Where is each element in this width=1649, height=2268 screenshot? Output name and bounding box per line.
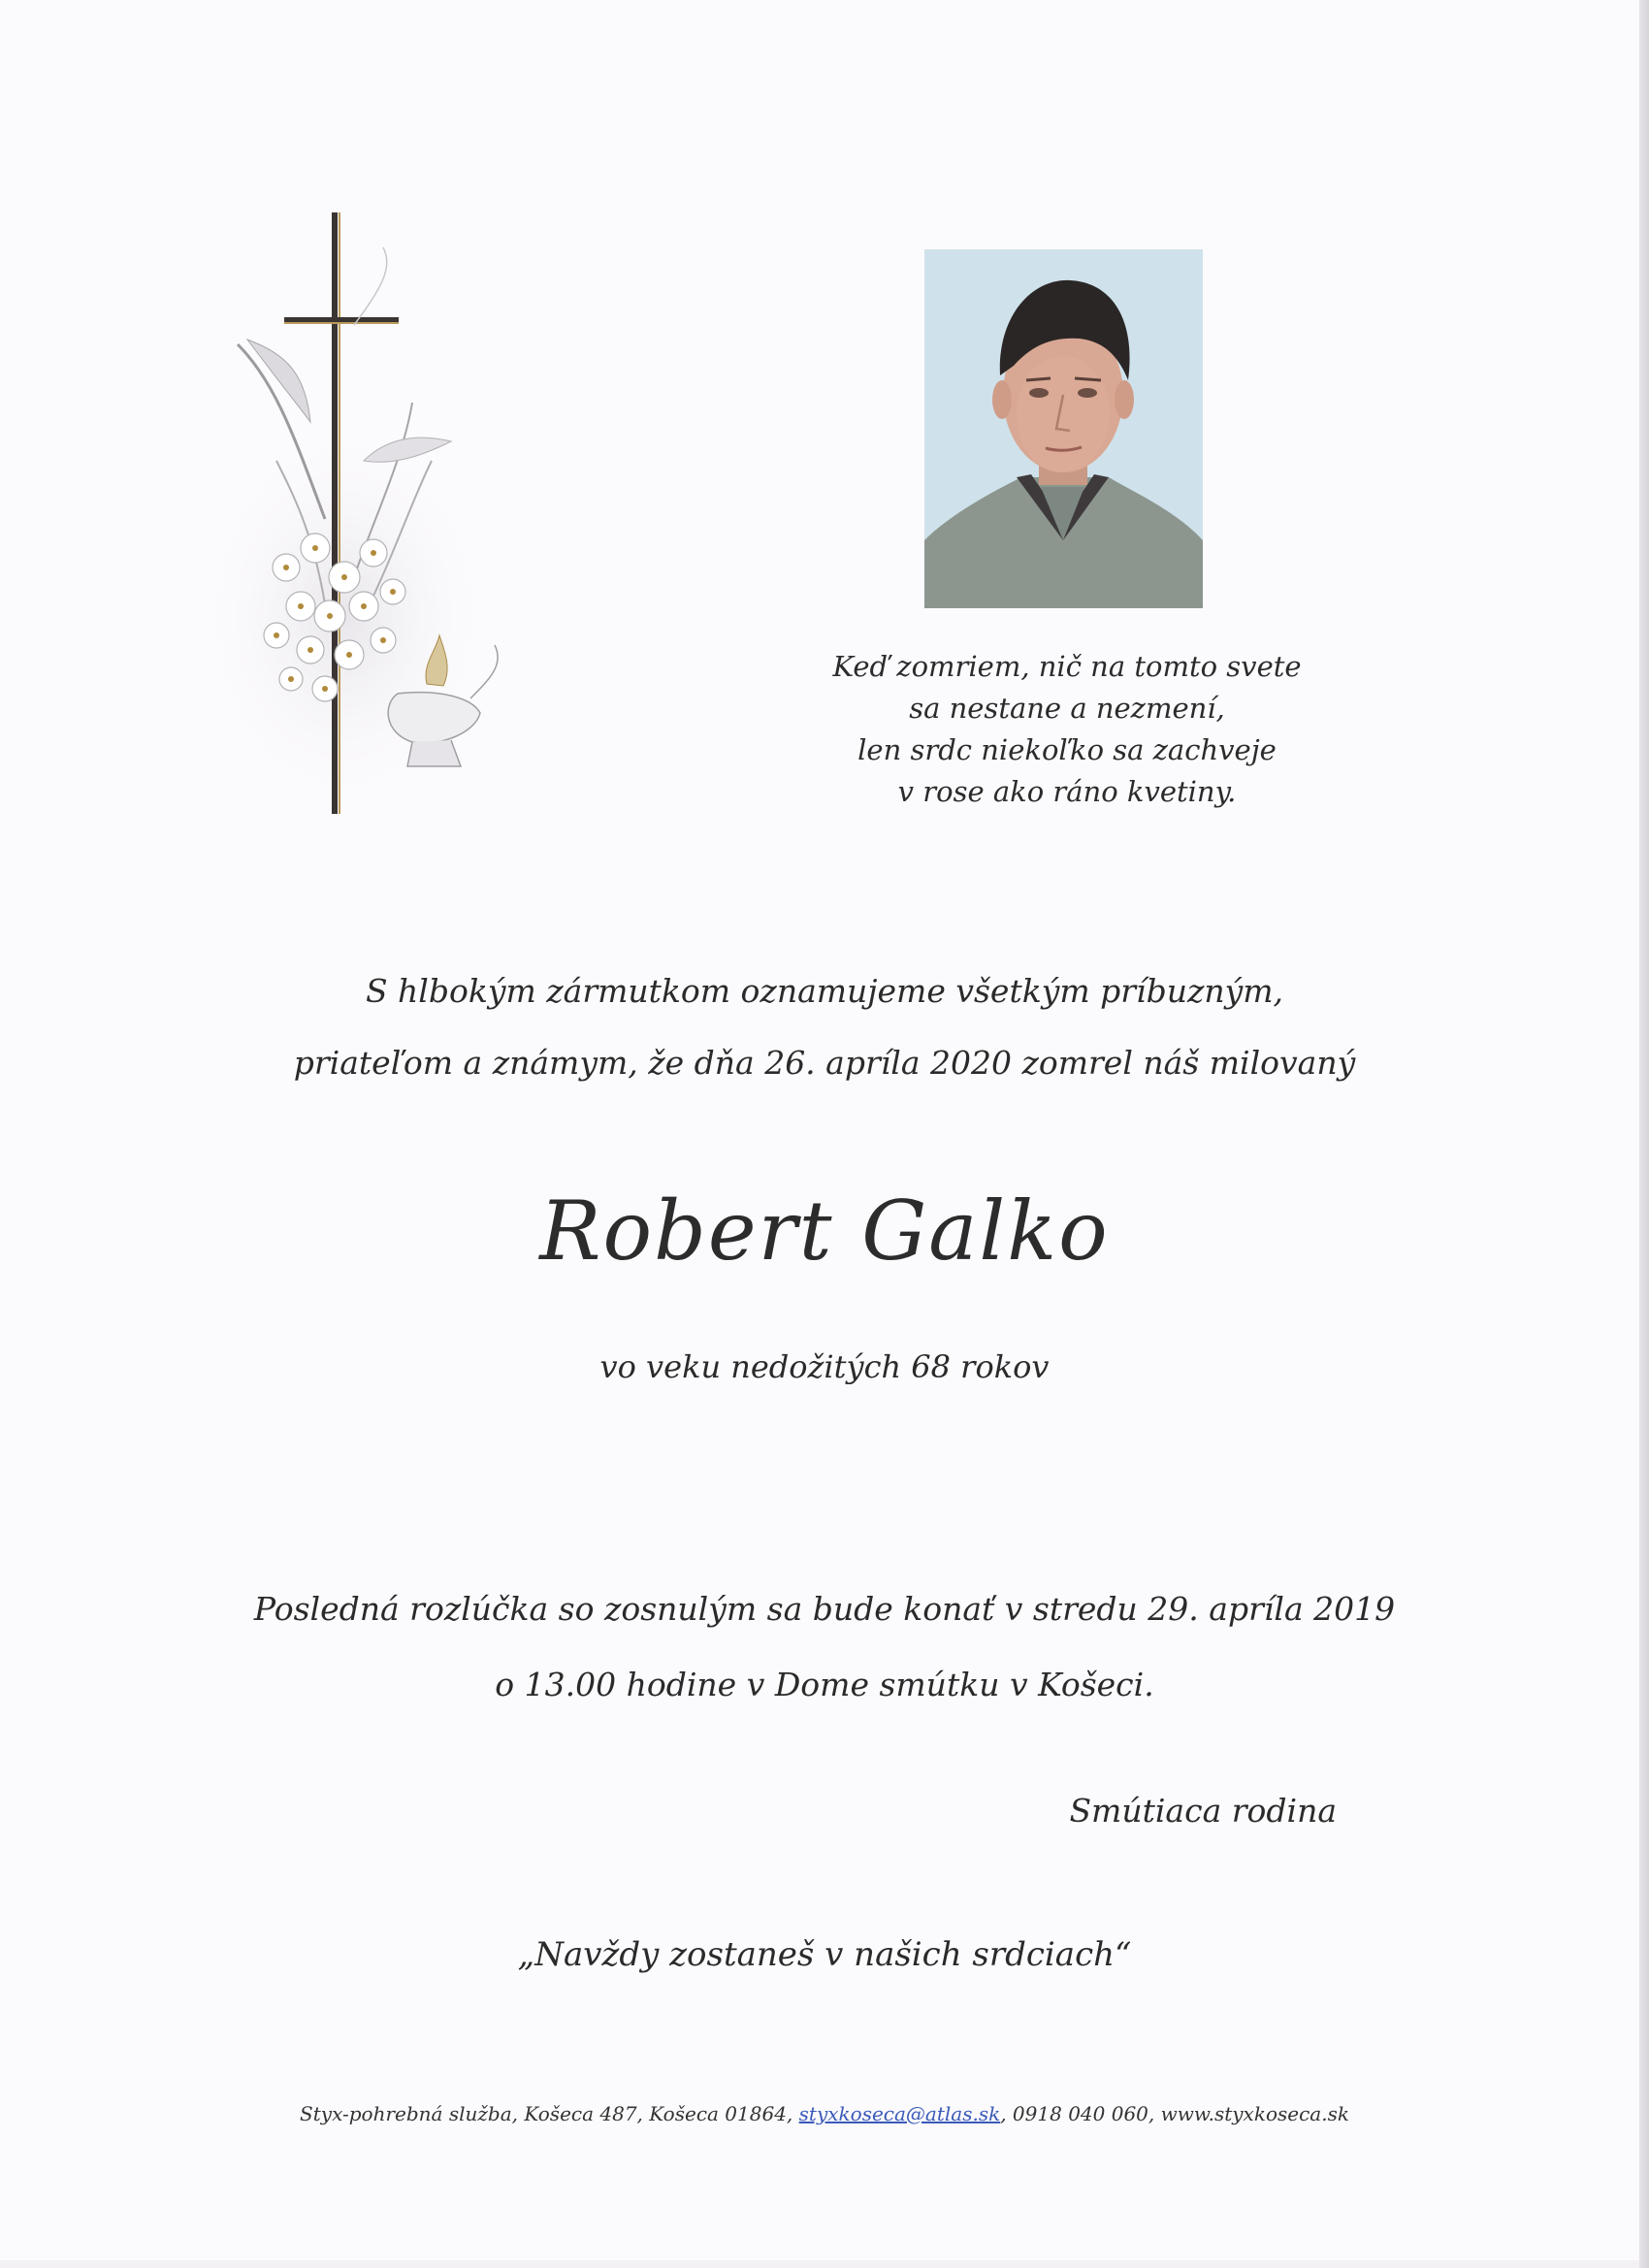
funeral-line-1: Posledná rozlúčka so zosnulým sa bude konať v stredu 29. apríla 2019 — [253, 1590, 1396, 1628]
verse-line: v rose ako ráno kvetiny. — [897, 775, 1237, 808]
page-edge — [1639, 0, 1649, 2268]
closing-motto: „Navždy zostaneš v našich srdciach“ — [517, 1935, 1132, 1974]
funeral-service-footer — [194, 2102, 1455, 2125]
deceased-name: Robert Galko — [539, 1183, 1110, 1279]
announcement-intro — [194, 956, 1455, 1099]
deceased-age: vo veku nedožitých 68 rokov — [599, 1348, 1050, 1385]
email-link[interactable]: styxkoseca@atlas.sk — [798, 2102, 1001, 2125]
funeral-details — [175, 1571, 1474, 1723]
cross-with-lilies-icon — [218, 209, 519, 820]
family-signature: Smútiaca rodina — [1069, 1792, 1337, 1830]
intro-line-2: priateľom a známym, že dňa 26. apríla 2020 zomrel náš milovaný — [293, 1044, 1356, 1082]
phone-and-website: , 0918 040 060, www.styxkoseca.sk — [1000, 2102, 1349, 2125]
verse-line: sa nestane a nezmení, — [909, 692, 1225, 725]
funeral-line-2: o 13.00 hodine v Dome smútku v Košeci. — [495, 1666, 1154, 1703]
company-address: Styx-pohrebná služba, Košeca 487, Košeca 01864, — [300, 2102, 793, 2125]
memorial-verse — [757, 646, 1377, 813]
verse-line: Keď zomriem, nič na tomto svete — [832, 650, 1302, 683]
verse-line: len srdc niekoľko sa zachveje — [857, 733, 1277, 766]
portrait-photo — [924, 249, 1203, 608]
intro-line-1: S hlbokým zármutkom oznamujeme všetkým príbuzným, — [365, 972, 1284, 1010]
